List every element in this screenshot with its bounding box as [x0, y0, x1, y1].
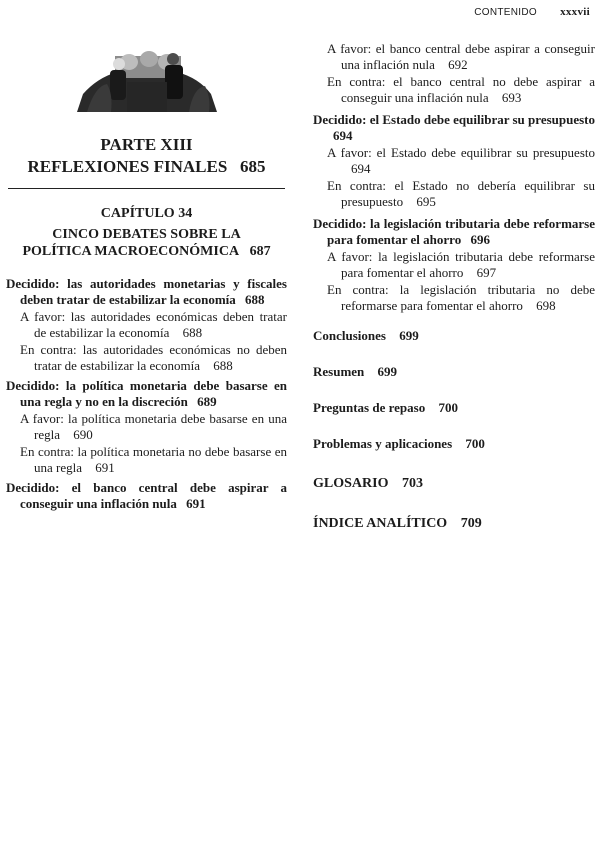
part-photo	[77, 42, 217, 112]
toc-entry-sub	[313, 249, 595, 281]
toc-entry-main	[6, 378, 287, 410]
toc-entry-page: 699	[377, 364, 398, 379]
toc-entry-page: 697	[476, 265, 497, 280]
toc-entry-section	[313, 328, 595, 344]
toc-entry-text: Decidido: la política monetaria debe basarse en una regla y no en la discreción	[6, 378, 287, 409]
toc-entry-page: 699	[399, 328, 419, 343]
toc-entry-text: Decidido: el banco central debe aspirar a conseguir una inflación nula	[6, 480, 287, 511]
toc-entry-page: 693	[501, 90, 522, 105]
part-heading	[6, 134, 287, 178]
toc-entry-sub	[313, 145, 595, 177]
toc-entry-text: En contra: el Estado no debería equilibrar su presupuesto	[327, 178, 595, 209]
running-head	[474, 6, 590, 18]
part-divider	[8, 188, 285, 189]
toc-entry-text: En contra: el banco central no debe aspirar a conseguir una inflación nula	[327, 74, 595, 105]
toc-entry-sub	[6, 309, 287, 341]
toc-entry-page: 700	[465, 436, 485, 451]
toc-entry-page: 688	[245, 292, 265, 307]
toc-entry-text: A favor: las autoridades económicas deben tratar de estabilizar la economía	[20, 309, 287, 340]
part-title-line	[6, 156, 287, 178]
toc-entry-text: Problemas y aplicaciones	[313, 436, 453, 451]
toc-entry-main	[313, 112, 595, 144]
toc-entry-text: ÍNDICE ANALÍTICO	[313, 516, 448, 531]
chapter-title	[6, 226, 287, 260]
toc-entry-sub	[6, 342, 287, 374]
chapter-title-line1: CINCO DEBATES SOBRE LA	[52, 227, 241, 242]
chapter-page: 687	[249, 244, 271, 259]
toc-entry-text: A favor: la política monetaria debe basarse en una regla	[20, 411, 287, 442]
toc-entry-section	[313, 436, 595, 452]
left-column	[6, 42, 287, 512]
toc-entry-page: 696	[470, 232, 490, 247]
left-toc-list	[6, 276, 287, 512]
right-toc-list	[313, 41, 595, 532]
toc-entry-big	[313, 476, 595, 492]
toc-entry-main	[313, 216, 595, 248]
toc-entry-page: 709	[460, 516, 482, 531]
right-column	[313, 40, 595, 532]
toc-entry-text: Decidido: la legislación tributaria debe reformarse para fomentar el ahorro	[313, 216, 595, 247]
toc-entry-page: 690	[73, 427, 93, 442]
toc-entry-sub	[313, 178, 595, 210]
toc-entry-page: 698	[536, 298, 556, 313]
toc-entry-text: A favor: la legislación tributaria debe reformarse para fomentar el ahorro	[327, 249, 595, 280]
toc-entry-text: Resumen	[313, 364, 365, 379]
toc-entry-sub	[6, 444, 287, 476]
part-number: PARTE XIII	[100, 135, 193, 154]
toc-entry-page: 703	[401, 476, 423, 491]
toc-entry-text: En contra: las autoridades económicas no deben tratar de estabilizar la economía	[20, 342, 287, 373]
toc-entry-big	[313, 516, 595, 532]
toc-entry-page: 695	[416, 194, 436, 209]
toc-entry-text: Decidido: el Estado debe equilibrar su presupuesto	[313, 112, 595, 127]
toc-entry-section	[313, 364, 595, 380]
toc-entry-page: 691	[186, 496, 206, 511]
toc-entry-page: 689	[197, 394, 217, 409]
toc-entry-text: En contra: la legislación tributaria no debe reformarse para fomentar el ahorro	[327, 282, 595, 313]
toc-entry-main	[6, 480, 287, 512]
toc-entry-text: Preguntas de repaso	[313, 400, 426, 415]
chapter-number: CAPÍTULO 34	[100, 206, 193, 221]
toc-entry-page: 700	[438, 400, 458, 415]
toc-entry-sub	[313, 74, 595, 106]
toc-entry-page: 688	[213, 358, 233, 373]
toc-entry-sub	[313, 41, 595, 73]
page-number: xxxvii	[560, 6, 590, 18]
toc-entry-sub	[6, 411, 287, 443]
toc-entry-page: 692	[448, 57, 468, 72]
toc-entry-page: 694	[333, 128, 353, 143]
section-label: CONTENIDO	[474, 7, 537, 18]
toc-entry-text: En contra: la política monetaria no debe basarse en una regla	[20, 444, 287, 475]
chapter-title-line2-row	[6, 243, 287, 260]
toc-entry-sub	[313, 282, 595, 314]
toc-entry-page: 691	[95, 460, 115, 475]
toc-entry-text: A favor: el banco central debe aspirar a conseguir una inflación nula	[327, 41, 595, 72]
toc-entry-text: Decidido: las autoridades monetarias y fiscales deben tratar de estabilizar la economía	[6, 276, 287, 307]
toc-entry-main	[6, 276, 287, 308]
toc-entry-page: 688	[182, 325, 203, 340]
part-page: 685	[240, 157, 266, 176]
toc-entry-section	[313, 400, 595, 416]
toc-entry-text: Conclusiones	[313, 328, 386, 343]
toc-entry-text: GLOSARIO	[313, 476, 389, 491]
toc-entry-page: 694	[351, 161, 371, 176]
toc-entry-text: A favor: el Estado debe equilibrar su presupuesto	[327, 145, 595, 160]
part-title: REFLEXIONES FINALES	[27, 157, 228, 176]
chapter-title-line2: POLÍTICA MACROECONÓMICA	[22, 244, 240, 259]
